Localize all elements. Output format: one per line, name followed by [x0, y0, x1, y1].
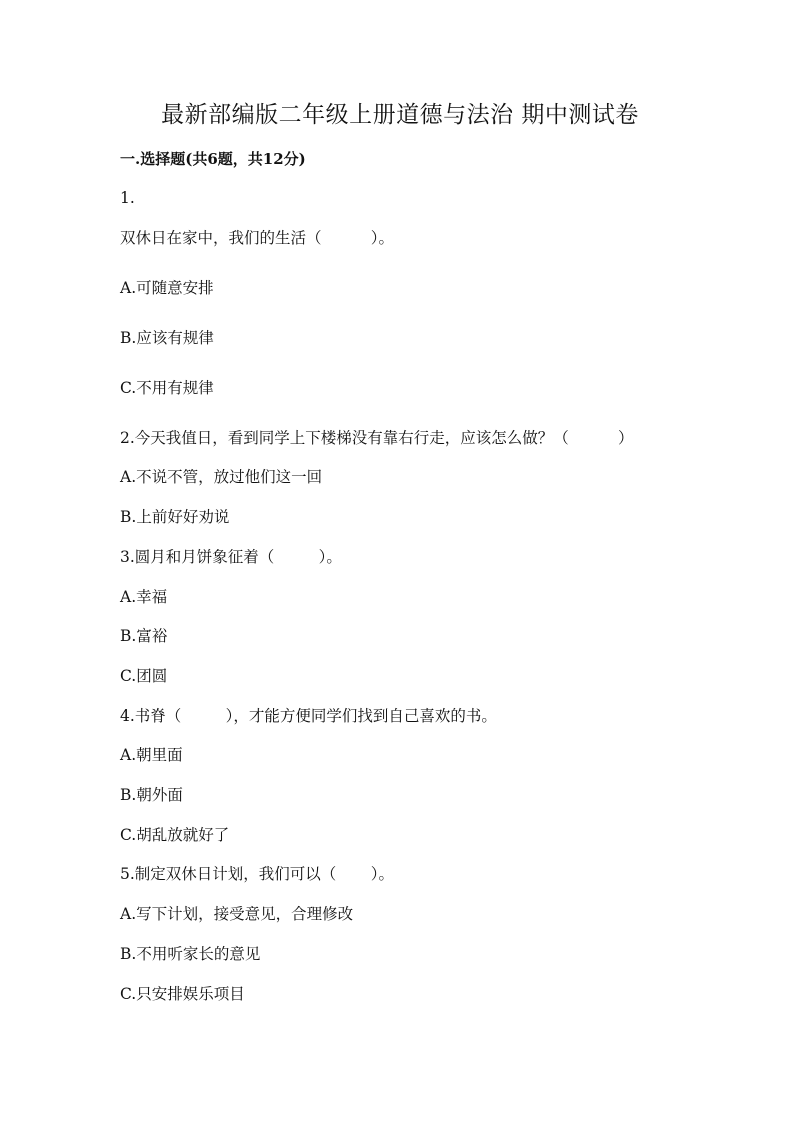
question-1-option-a: A.可随意安排 — [120, 279, 214, 297]
question-3-option-c: C.团圆 — [120, 667, 168, 685]
question-3-option-b: B.富裕 — [120, 627, 168, 645]
question-5-option-c: C.只安排娱乐项目 — [120, 985, 245, 1003]
question-1-option-b: B.应该有规律 — [120, 329, 214, 347]
question-2-option-a: A.不说不管，放过他们这一回 — [120, 468, 323, 486]
question-number-1: 1. — [120, 189, 135, 207]
question-1-text: 双休日在家中，我们的生活（ ）。 — [120, 229, 395, 247]
question-5-option-b: B.不用听家长的意见 — [120, 945, 261, 963]
question-1-option-c: C.不用有规律 — [120, 379, 214, 397]
page-title: 最新部编版二年级上册道德与法治 期中测试卷 — [161, 102, 639, 128]
question-3-option-a: A.幸福 — [120, 588, 168, 606]
question-4-text: 4.书脊（ ），才能方便同学们找到自己喜欢的书。 — [120, 707, 497, 725]
question-4-option-b: B.朝外面 — [120, 786, 183, 804]
question-5-option-a: A.写下计划，接受意见，合理修改 — [120, 905, 354, 923]
question-5-text: 5.制定双休日计划，我们可以（ ）。 — [120, 865, 395, 883]
question-2-option-b: B.上前好好劝说 — [120, 508, 230, 526]
question-4-option-a: A.朝里面 — [120, 746, 183, 764]
section-heading: 一.选择题(共6题，共12分) — [120, 150, 306, 168]
question-4-option-c: C.胡乱放就好了 — [120, 826, 230, 844]
question-2-text: 2.今天我值日，看到同学上下楼梯没有靠右行走，应该怎么做？（ ） — [120, 429, 634, 447]
question-3-text: 3.圆月和月饼象征着（ ）。 — [120, 548, 342, 566]
